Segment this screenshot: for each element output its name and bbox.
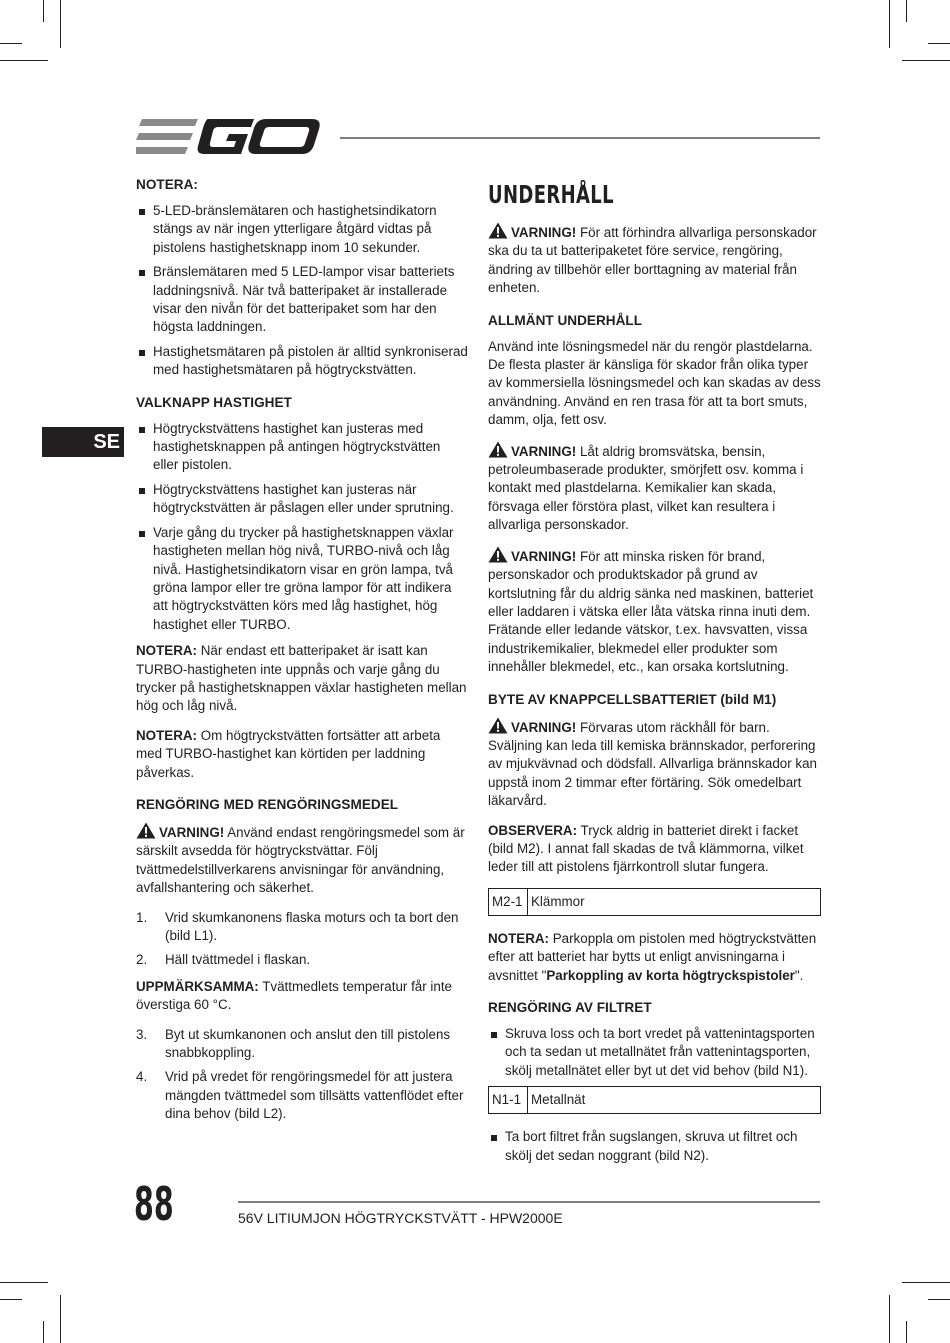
caution-label: UPPMÄRKSAMMA:	[136, 978, 259, 994]
notera-bold-text: Parkoppling av korta högtryckspistoler	[546, 967, 795, 983]
crop-mark	[43, 1321, 44, 1343]
language-tab: SE	[42, 427, 124, 457]
list-item: Varje gång du trycker på hastighetsknappen växlar hastigheten mellan hög nivå, TURBO-nivå och låg nivå. Hastighetsindikatorn visar en grön lampa, två gröna lampor eller tre gröna lampor för att indikera att högtryckstvätten körs med låg hastighet, hög hastighet eller TURBO.	[136, 524, 468, 634]
note-turbo	[136, 642, 468, 716]
crop-mark	[60, 1295, 61, 1343]
warning-label: VARNING!	[511, 443, 577, 459]
note-label: NOTERA:	[136, 727, 197, 743]
warning-text: Låt aldrig bromsvätska, bensin, petroleumbaserade produkter, smörjfett osv. komma i kontakt med plastdelarna. Kemikalier kan skada, försvaga eller förstöra plast, vilket kan resultera i allvarliga personskador.	[488, 443, 804, 533]
caution-temperature	[136, 978, 468, 1015]
warning-icon	[136, 822, 156, 839]
crop-mark	[906, 0, 907, 22]
allmant-text: Använd inte lösningsmedel när du rengör plastdelarna. De flesta plaster är känsliga för skador från olika typer av kommersiella lösningsmedel och kan skadas av dess användning. Använd en ren trasa för att ta bort smuts, damm, olja, fett osv.	[488, 338, 821, 428]
table-row	[489, 1087, 821, 1114]
caution-text: Tvättmedlets temperatur får inte överstiga 60 °C.	[136, 978, 453, 1013]
list-item	[136, 909, 468, 946]
crop-mark	[889, 1295, 890, 1343]
step-text: Vrid skumkanonens flaska moturs och ta bort den (bild L1).	[165, 909, 459, 943]
note-text: När endast ett batteripaket är isatt kan TURBO-hastigheten inte uppnås och varje gång du trycker på hastighetsknappen växlar hastigheten mellan hög och låg nivå.	[136, 643, 467, 714]
crop-mark	[902, 1282, 950, 1283]
warning-text: Förvaras utom räckhåll för barn. Sväljning kan leda till kemiska brännskador, perforering av mjukvävnad och dödsfall. Allvarliga brännskador kan uppstå inom 2 timmar efter förtäring. Sök omedelbart läkarvård.	[488, 719, 817, 809]
valknapp-heading: VALKNAPP HASTIGHET	[136, 394, 292, 410]
step-text: Vrid på vredet för rengöringsmedel för att justera mängden tvättmedel som tillsätts vattenflödet efter dina behov (bild L2).	[165, 1069, 464, 1122]
crop-mark	[906, 1321, 907, 1343]
observera-label: OBSERVERA:	[488, 822, 578, 838]
legend-label: Klämmor	[528, 888, 821, 915]
crop-mark	[0, 43, 22, 44]
steps-list-b	[136, 1026, 468, 1124]
crop-mark	[928, 1299, 950, 1300]
list-item: Hastighetsmätaren på pistolen är alltid synkroniserad med hastighetsmätaren på högtryckstvätten.	[136, 343, 468, 380]
footer-rule	[238, 1201, 820, 1203]
notera-text: ".	[794, 967, 804, 983]
note-label: NOTERA:	[136, 643, 197, 659]
crop-mark	[60, 0, 61, 48]
note-text: Om högtryckstvätten fortsätter att arbeta med TURBO-hastighet kan körtiden per laddning påverkas.	[136, 727, 441, 780]
filter-list-2	[488, 1128, 821, 1165]
note-runtime	[136, 727, 468, 782]
valknapp-list	[136, 420, 468, 634]
legend-code: M2-1	[489, 888, 528, 915]
step-number: 4.	[136, 1069, 148, 1085]
notera-text: Parkoppla om pistolen med högtryckstvätten efter att batteriet har bytts ut enligt anvisningarna i avsnittet "	[488, 930, 817, 983]
step-text: Byt ut skumkanonen och anslut den till pistolens snabbkoppling.	[165, 1026, 451, 1061]
list-item	[136, 951, 468, 969]
warning-chemicals	[488, 441, 821, 535]
warning-icon	[488, 546, 508, 563]
byte-heading: BYTE AV KNAPPCELLSBATTERIET (bild M1)	[488, 691, 777, 707]
step-number: 3.	[136, 1026, 148, 1042]
warning-coin-cell	[488, 717, 821, 811]
list-item: Ta bort filtret från sugslangen, skruva ut filtret och skölj det sedan noggrant (bild N2).	[488, 1128, 821, 1165]
step-text: Häll tvättmedel i flaskan.	[165, 952, 311, 968]
legend-table-n	[488, 1086, 821, 1114]
list-item: Bränslemätaren med 5 LED-lampor visar batteriets laddningsnivå. När två batteripaket är installerade visar den nivån för det batteripaket som har den högsta laddningen.	[136, 263, 468, 337]
section-title: UNDERHÅLL	[488, 180, 614, 209]
notera-list	[136, 202, 468, 380]
crop-mark	[43, 0, 44, 22]
crop-mark	[0, 60, 48, 61]
warning-text: För att förhindra allvarliga personskador ska du ta ut batteripaketet före service, rengöring, ändring av tillbehör eller borttagning av material från enheten.	[488, 225, 817, 296]
crop-mark	[902, 60, 950, 61]
list-item: Högtryckstvättens hastighet kan justeras när högtryckstvätten är påslagen eller under sprutning.	[136, 481, 468, 518]
table-row	[489, 888, 821, 915]
step-number: 2.	[136, 952, 148, 968]
header-rule	[340, 137, 820, 139]
warning-detergent	[136, 822, 468, 898]
warning-label: VARNING!	[511, 548, 577, 564]
observera-text: Tryck aldrig in batteriet direkt i facket (bild M2). I annat fall skadas de två klämmorna, vilket leder till att pistolens fjärrkontroll slutar fungera.	[488, 822, 804, 875]
list-item	[136, 1026, 468, 1063]
list-item	[136, 1068, 468, 1123]
legend-label: Metallnät	[528, 1087, 821, 1114]
warning-icon	[488, 717, 508, 734]
warning-shortcircuit	[488, 546, 821, 677]
legend-table-m	[488, 888, 821, 916]
left-column	[136, 176, 468, 1132]
warning-text: För att minska risken för brand, personskador och produktskador på grund av kortslutning får du aldrig sänka ned maskinen, batteriet eller laddaren i vätska eller låta vätska rinna inuti dem. Frätande eller ledande vätskor, t.ex. havsvatten, vissa industrikemikalier, blekmedel eller produkter som innehåller blekmedel, etc., kan orsaka kortslutning.	[488, 548, 814, 675]
notera-label: NOTERA:	[488, 930, 549, 946]
filter-heading: RENGÖRING AV FILTRET	[488, 1000, 652, 1015]
warning-battery	[488, 222, 821, 298]
notera-heading: NOTERA:	[136, 177, 198, 192]
legend-code: N1-1	[489, 1087, 528, 1114]
step-number: 1.	[136, 909, 148, 925]
right-column	[488, 176, 821, 1173]
product-name: 56V LITIUMJON HÖGTRYCKSTVÄTT - HPW2000E	[238, 1210, 563, 1226]
warning-icon	[488, 222, 508, 239]
steps-list-a	[136, 909, 468, 970]
warning-icon	[488, 441, 508, 458]
crop-mark	[889, 0, 890, 48]
crop-mark	[0, 1299, 22, 1300]
list-item: Skruva loss och ta bort vredet på vattenintagsporten och ta sedan ut metallnätet från vattenintagsporten, skölj metallnätet eller byt ut det vid behov (bild N1).	[488, 1025, 821, 1080]
ego-logo	[136, 116, 322, 158]
allmant-heading: ALLMÄNT UNDERHÅLL	[488, 312, 643, 328]
warning-text: Använd endast rengöringsmedel som är särskilt avsedda för högtryckstvättar. Följ tvättmedelstillverkarens anvisningar för användning, avfallshantering och säkerhet.	[136, 824, 465, 896]
warning-label: VARNING!	[159, 824, 225, 840]
rengoring-heading: RENGÖRING MED RENGÖRINGSMEDEL	[136, 796, 399, 812]
list-item: 5-LED-bränslemätaren och hastighetsindikatorn stängs av när ingen ytterligare åtgärd vidtas på pistolens hastighetsknapp inom 10 sekunder.	[136, 202, 468, 257]
notera-pairing	[488, 930, 821, 985]
list-item: Högtryckstvättens hastighet kan justeras med hastighetsknappen på antingen högtryckstvätten eller pistolen.	[136, 420, 468, 475]
warning-label: VARNING!	[511, 225, 577, 240]
observera-note	[488, 822, 821, 877]
page-number: 88	[134, 1177, 174, 1231]
filter-list-1	[488, 1025, 821, 1080]
crop-mark	[928, 43, 950, 44]
warning-label: VARNING!	[511, 719, 577, 735]
crop-mark	[0, 1282, 48, 1283]
